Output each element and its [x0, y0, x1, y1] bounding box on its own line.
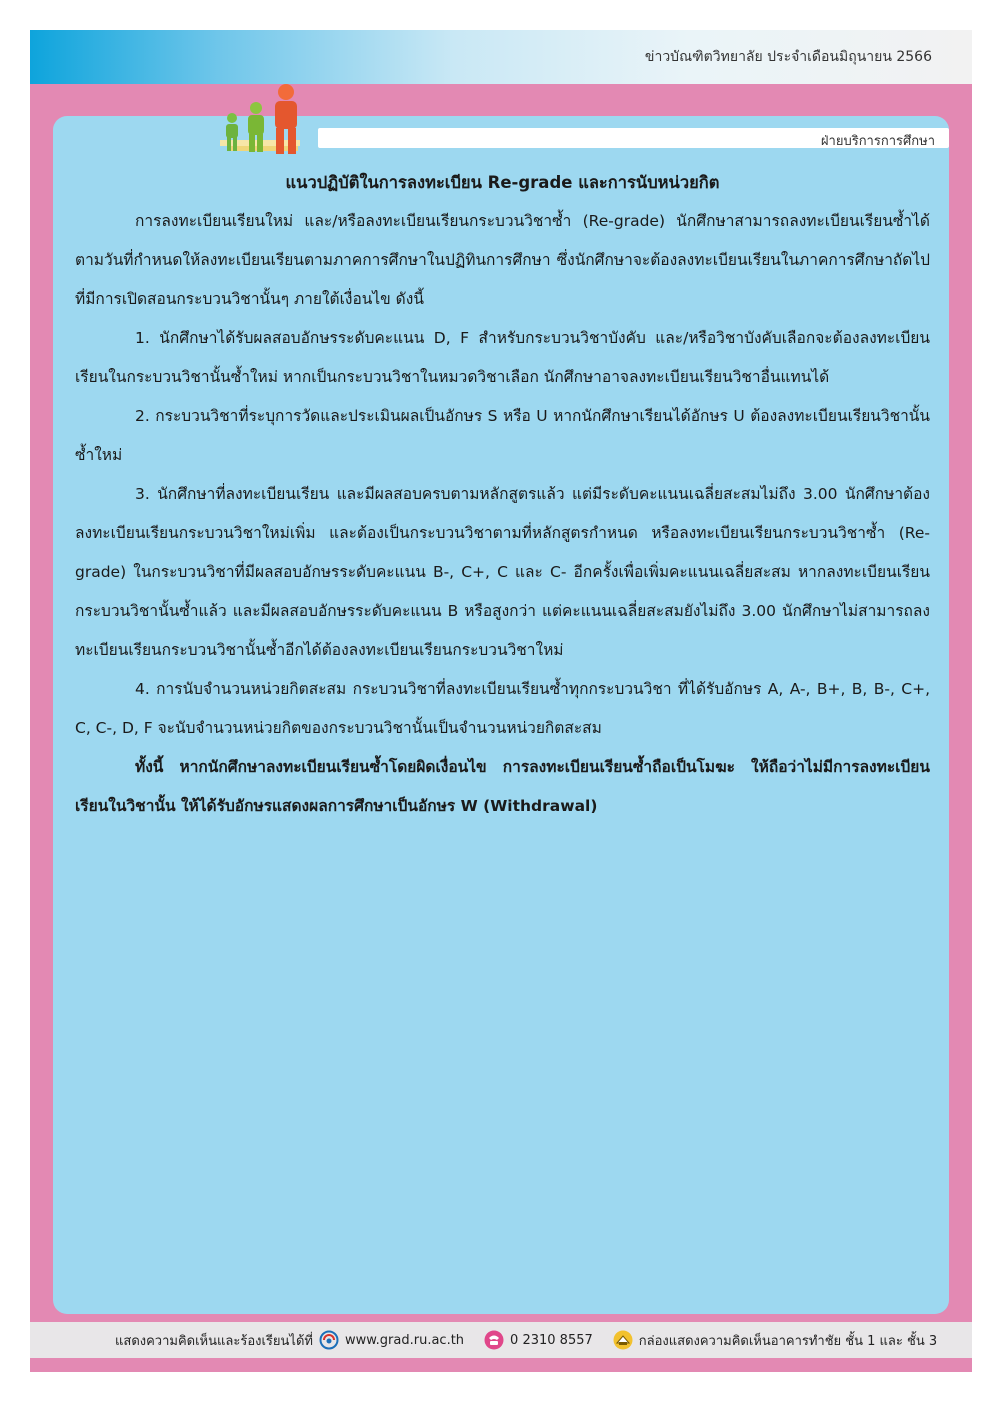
- newsletter-title: ข่าวบัณฑิตวิทยาลัย ประจำเดือนมิถุนายน 2566: [644, 49, 932, 65]
- closing-note: ทั้งนี้ หากนักศึกษาลงทะเบียนเรียนซ้ำโดยผิดเงื่อนไข การลงทะเบียนเรียนซ้ำถือเป็นโมฆะ ให้ถือว่าไม่มีการลงทะเบียนเรียนในวิชานั้น ให้ได้รับอักษรแสดงผลการศึกษาเป็นอักษร W (Withdrawal): [75, 758, 930, 815]
- phone-icon: [484, 1330, 504, 1350]
- department-label: ฝ่ายบริการการศึกษา: [820, 134, 935, 149]
- rule-4: 4. การนับจำนวนหน่วยกิตสะสม กระบวนวิชาที่ลงทะเบียนเรียนซ้ำทุกกระบวนวิชา ที่ได้รับอักษร A, A-, B+, B, B-, C+, C, C-, D, F จะนับจำนวนหน่วยกิตของกระบวนวิชานั้นเป็นจำนวนหน่วยกิตสะสม: [75, 680, 930, 737]
- article-title: แนวปฏิบัติในการลงทะเบียน Re-grade และการนับหน่วยกิต: [285, 173, 720, 192]
- footer-intro: แสดงความคิดเห็นและร้องเรียนได้ที่: [115, 1333, 313, 1349]
- ru-logo-icon: [319, 1330, 339, 1350]
- rule-2: 2. กระบวนวิชาที่ระบุการวัดและประเมินผลเป็นอักษร S หรือ U หากนักศึกษาเรียนได้อักษร U ต้องลงทะเบียนเรียนวิชานั้นซ้ำใหม่: [75, 407, 930, 464]
- mailbox-icon: [613, 1330, 633, 1350]
- article: [75, 170, 930, 826]
- mailbox-location: กล่องแสดงความคิดเห็นอาคารทำชัย ชั้น 1 และ ชั้น 3: [638, 1333, 938, 1349]
- footer-contacts: [115, 1322, 937, 1358]
- phone-number[interactable]: 0 2310 8557: [510, 1332, 593, 1348]
- rule-1: 1. นักศึกษาได้รับผลสอบอักษรระดับคะแนน D, F สำหรับกระบวนวิชาบังคับ และ/หรือวิชาบังคับเลือกจะต้องลงทะเบียนเรียนในกระบวนวิชานั้นซ้ำใหม่ หากเป็นกระบวนวิชาในหมวดวิชาเลือก นักศึกษาอาจลงทะเบียนเรียนวิชาอื่นแทนได้: [75, 329, 930, 386]
- rule-3: 3. นักศึกษาที่ลงทะเบียนเรียน และมีผลสอบครบตามหลักสูตรแล้ว แต่มีระดับคะแนนเฉลี่ยสะสมไม่ถึง 3.00 นักศึกษาต้องลงทะเบียนเรียนกระบวนวิชาใหม่เพิ่ม และต้องเป็นกระบวนวิชาตามที่หลักสูตรกำหนด หรือลงทะเบียนเรียนกระบวนวิชาซ้ำ (Re-grade) ในกระบวนวิชาที่มีผลสอบอักษรระดับคะแนน B-, C+, C และ C- อีกครั้งเพื่อเพิ่มคะแนนเฉลี่ยสะสม หากลงทะเบียนเรียนกระบวนวิชานั้นซ้ำแล้ว และมีผลสอบอักษรระดับคะแนน B หรือสูงกว่า แต่คะแนนเฉลี่ยสะสมยังไม่ถึง 3.00 นักศึกษาไม่สามารถลงทะเบียนเรียนกระบวนวิชานั้นซ้ำอีกได้ต้องลงทะเบียนเรียนกระบวนวิชาใหม่: [75, 485, 930, 659]
- people-group-icon: [210, 82, 310, 158]
- footer-bar: [30, 1322, 972, 1358]
- website-link[interactable]: www.grad.ru.ac.th: [344, 1332, 465, 1348]
- department-strip: [318, 128, 949, 148]
- intro-paragraph: การลงทะเบียนเรียนใหม่ และ/หรือลงทะเบียนเรียนกระบวนวิชาซ้ำ (Re-grade) นักศึกษาสามารถลงทะเบียนเรียนซ้ำได้ ตามวันที่กำหนดให้ลงทะเบียนเรียนตามภาคการศึกษาในปฏิทินการศึกษา ซึ่งนักศึกษาจะต้องลงทะเบียนเรียนในภาคการศึกษาถัดไปที่มีการเปิดสอนกระบวนวิชานั้นๆ ภายใต้เงื่อนไข ดังนี้: [75, 212, 930, 308]
